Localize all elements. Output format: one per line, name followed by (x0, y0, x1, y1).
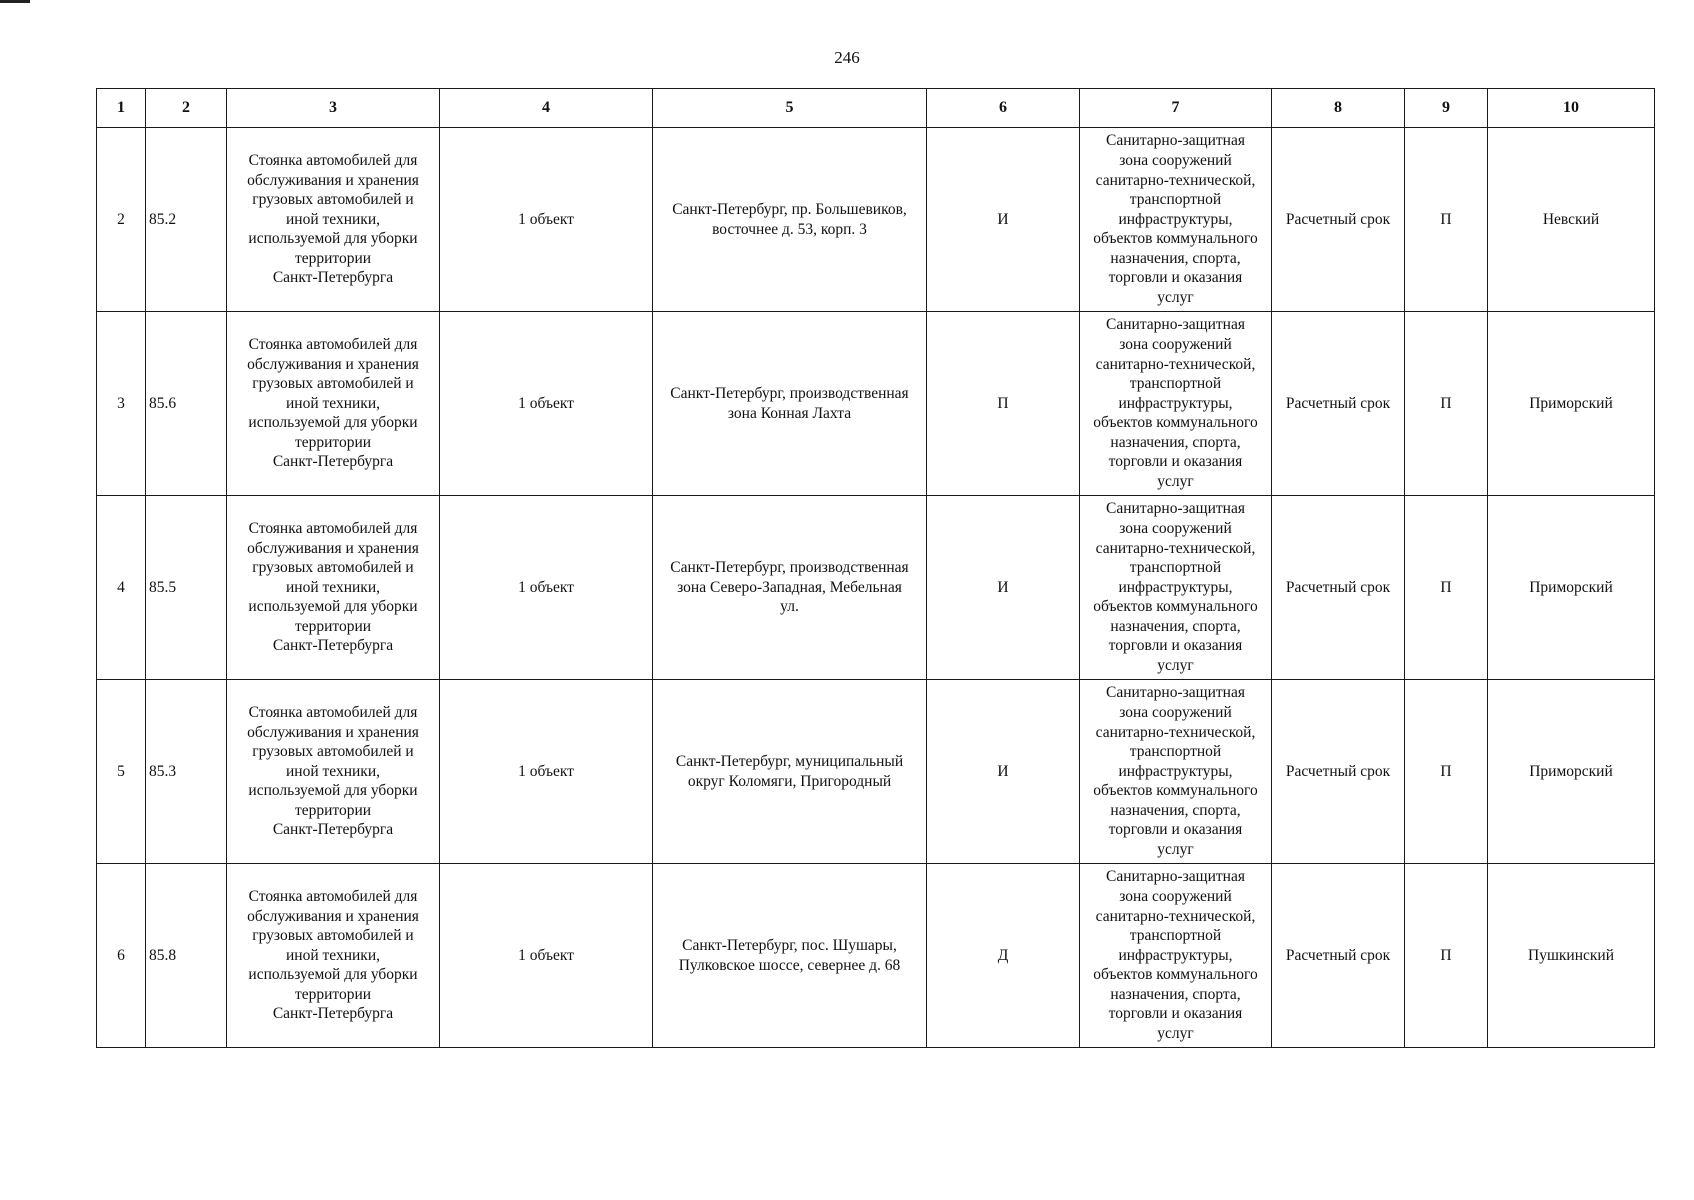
column-header: 7 (1080, 89, 1272, 128)
object-location (653, 496, 927, 680)
object-name-text: Стоянка автомобилей для обслуживания и хранения грузовых автомобилей и иной техники, используемой для уборки территории Санкт-Петербурга (247, 151, 419, 287)
district: Приморский (1488, 496, 1655, 680)
table-row (97, 680, 1655, 864)
protection-zone-text: Санитарно-защитная зона сооружений санитарно-технической, транспортной инфраструктуры, объектов коммунального назначения, спорта, торговли и оказания услуг (1093, 132, 1258, 307)
column-header: 9 (1405, 89, 1488, 128)
object-location-text: Санкт-Петербург, пр. Большевиков, восточнее д. 53, корп. 3 (672, 200, 907, 238)
row-number: 4 (97, 496, 146, 680)
object-status: И (927, 128, 1080, 312)
table-row (97, 864, 1655, 1048)
object-type: П (1405, 496, 1488, 680)
protection-zone-text: Санитарно-защитная зона сооружений санитарно-технической, транспортной инфраструктуры, объектов коммунального назначения, спорта, торговли и оказания услуг (1093, 684, 1258, 859)
implementation-term: Расчетный срок (1272, 864, 1405, 1048)
object-type: П (1405, 864, 1488, 1048)
scan-corner-mark (0, 0, 30, 3)
table-row (97, 128, 1655, 312)
protection-zone (1080, 128, 1272, 312)
objects-table (96, 88, 1655, 1048)
object-name-text: Стоянка автомобилей для обслуживания и хранения грузовых автомобилей и иной техники, используемой для уборки территории Санкт-Петербурга (247, 519, 419, 655)
column-header: 8 (1272, 89, 1405, 128)
object-type: П (1405, 680, 1488, 864)
object-name-text: Стоянка автомобилей для обслуживания и хранения грузовых автомобилей и иной техники, используемой для уборки территории Санкт-Петербурга (247, 335, 419, 471)
object-name (227, 496, 440, 680)
object-code: 85.2 (146, 128, 227, 312)
district: Невский (1488, 128, 1655, 312)
column-header: 6 (927, 89, 1080, 128)
object-code: 85.8 (146, 864, 227, 1048)
object-quantity: 1 объект (440, 128, 653, 312)
object-type: П (1405, 128, 1488, 312)
implementation-term: Расчетный срок (1272, 496, 1405, 680)
object-name (227, 680, 440, 864)
district: Приморский (1488, 680, 1655, 864)
object-quantity: 1 объект (440, 864, 653, 1048)
object-status: П (927, 312, 1080, 496)
object-status: И (927, 680, 1080, 864)
object-location-text: Санкт-Петербург, производственная зона Северо-Западная, Мебельная ул. (670, 559, 909, 616)
object-quantity: 1 объект (440, 312, 653, 496)
protection-zone (1080, 312, 1272, 496)
object-type: П (1405, 312, 1488, 496)
protection-zone-text: Санитарно-защитная зона сооружений санитарно-технической, транспортной инфраструктуры, объектов коммунального назначения, спорта, торговли и оказания услуг (1093, 500, 1258, 675)
row-number: 5 (97, 680, 146, 864)
page-number: 246 (834, 48, 860, 67)
district: Приморский (1488, 312, 1655, 496)
protection-zone (1080, 864, 1272, 1048)
row-number: 2 (97, 128, 146, 312)
object-name-text: Стоянка автомобилей для обслуживания и хранения грузовых автомобилей и иной техники, используемой для уборки территории Санкт-Петербурга (247, 703, 419, 839)
table-row (97, 496, 1655, 680)
object-location (653, 312, 927, 496)
column-header: 10 (1488, 89, 1655, 128)
table-header-row (97, 89, 1655, 128)
column-header: 5 (653, 89, 927, 128)
column-header: 1 (97, 89, 146, 128)
table-row (97, 312, 1655, 496)
district: Пушкинский (1488, 864, 1655, 1048)
row-number: 6 (97, 864, 146, 1048)
protection-zone (1080, 496, 1272, 680)
object-location-text: Санкт-Петербург, пос. Шушары, Пулковское шоссе, севернее д. 68 (678, 936, 901, 974)
object-quantity: 1 объект (440, 496, 653, 680)
column-header: 3 (227, 89, 440, 128)
object-location (653, 128, 927, 312)
column-header: 4 (440, 89, 653, 128)
implementation-term: Расчетный срок (1272, 312, 1405, 496)
object-location-text: Санкт-Петербург, муниципальный округ Коломяги, Пригородный (675, 752, 904, 790)
protection-zone-text: Санитарно-защитная зона сооружений санитарно-технической, транспортной инфраструктуры, объектов коммунального назначения, спорта, торговли и оказания услуг (1093, 868, 1258, 1043)
object-name (227, 864, 440, 1048)
object-status: Д (927, 864, 1080, 1048)
object-code: 85.5 (146, 496, 227, 680)
implementation-term: Расчетный срок (1272, 128, 1405, 312)
object-code: 85.3 (146, 680, 227, 864)
protection-zone (1080, 680, 1272, 864)
object-name (227, 128, 440, 312)
object-name-text: Стоянка автомобилей для обслуживания и хранения грузовых автомобилей и иной техники, используемой для уборки территории Санкт-Петербурга (247, 887, 419, 1023)
object-name (227, 312, 440, 496)
object-location (653, 864, 927, 1048)
row-number: 3 (97, 312, 146, 496)
implementation-term: Расчетный срок (1272, 680, 1405, 864)
object-location (653, 680, 927, 864)
object-quantity: 1 объект (440, 680, 653, 864)
object-status: И (927, 496, 1080, 680)
object-code: 85.6 (146, 312, 227, 496)
object-location-text: Санкт-Петербург, производственная зона Конная Лахта (670, 384, 909, 422)
column-header: 2 (146, 89, 227, 128)
protection-zone-text: Санитарно-защитная зона сооружений санитарно-технической, транспортной инфраструктуры, объектов коммунального назначения, спорта, торговли и оказания услуг (1093, 316, 1258, 491)
